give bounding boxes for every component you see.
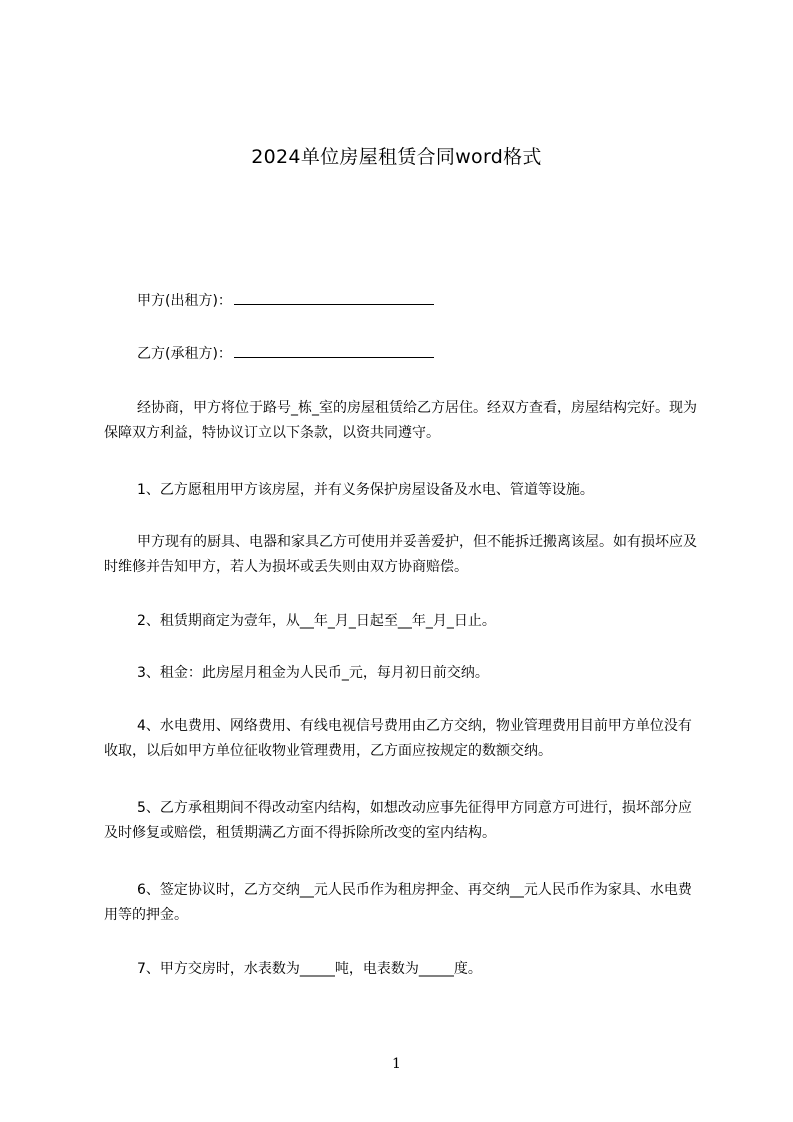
paragraph-clause-7: 7、甲方交房时，水表数为_____吨，电表数为_____度。 — [137, 961, 482, 977]
paragraph-clause-2: 2、租赁期商定为壹年，从__年_月_日起至__年_月_日止。 — [137, 613, 496, 629]
party-a-label: 甲方(出租方)： — [137, 293, 232, 309]
paragraph-clause-5: 5、乙方承租期间不得改动室内结构，如想改动应事先征得甲方同意方可进行，损坏部分应及时修复或赔偿，租赁期满乙方面不得拆除所改变的室内结构。 — [104, 800, 692, 841]
party-a-blank — [234, 290, 434, 305]
party-b-line — [104, 342, 704, 367]
paragraph-furniture: 甲方现有的厨具、电器和家具乙方可使用并妥善爱护，但不能拆迁搬离该屋。如有损坏应及时维修并告知甲方，若人为损坏或丢失则由双方协商赔偿。 — [104, 534, 697, 575]
paragraph-clause-4: 4、水电费用、网络费用、有线电视信号费用由乙方交纳，物业管理费用目前甲方单位没有收取，以后如甲方单位征收物业管理费用，乙方面应按规定的数额交纳。 — [104, 718, 692, 759]
document-title: 2024单位房屋租赁合同word格式 — [251, 146, 542, 168]
paragraph-clause-6: 6、签定协议时，乙方交纳__元人民币作为租房押金、再交纳__元人民币作为家具、水电费用等的押金。 — [104, 882, 692, 923]
party-b-blank — [234, 343, 434, 358]
paragraph-clause-3: 3、租金：此房屋月租金为人民币_元，每月初日前交纳。 — [137, 665, 489, 681]
page-number: 1 — [392, 1056, 401, 1072]
party-a-line — [104, 289, 704, 314]
paragraph-intro: 经协商，甲方将位于路号_栋_室的房屋租赁给乙方居住。经双方查看，房屋结构完好。现为保障双方利益，特协议订立以下条款，以资共同遵守。 — [104, 400, 697, 441]
paragraph-clause-1: 1、乙方愿租用甲方该房屋，并有义务保护房屋设备及水电、管道等设施。 — [137, 482, 594, 498]
party-b-label: 乙方(承租方)： — [137, 346, 232, 362]
